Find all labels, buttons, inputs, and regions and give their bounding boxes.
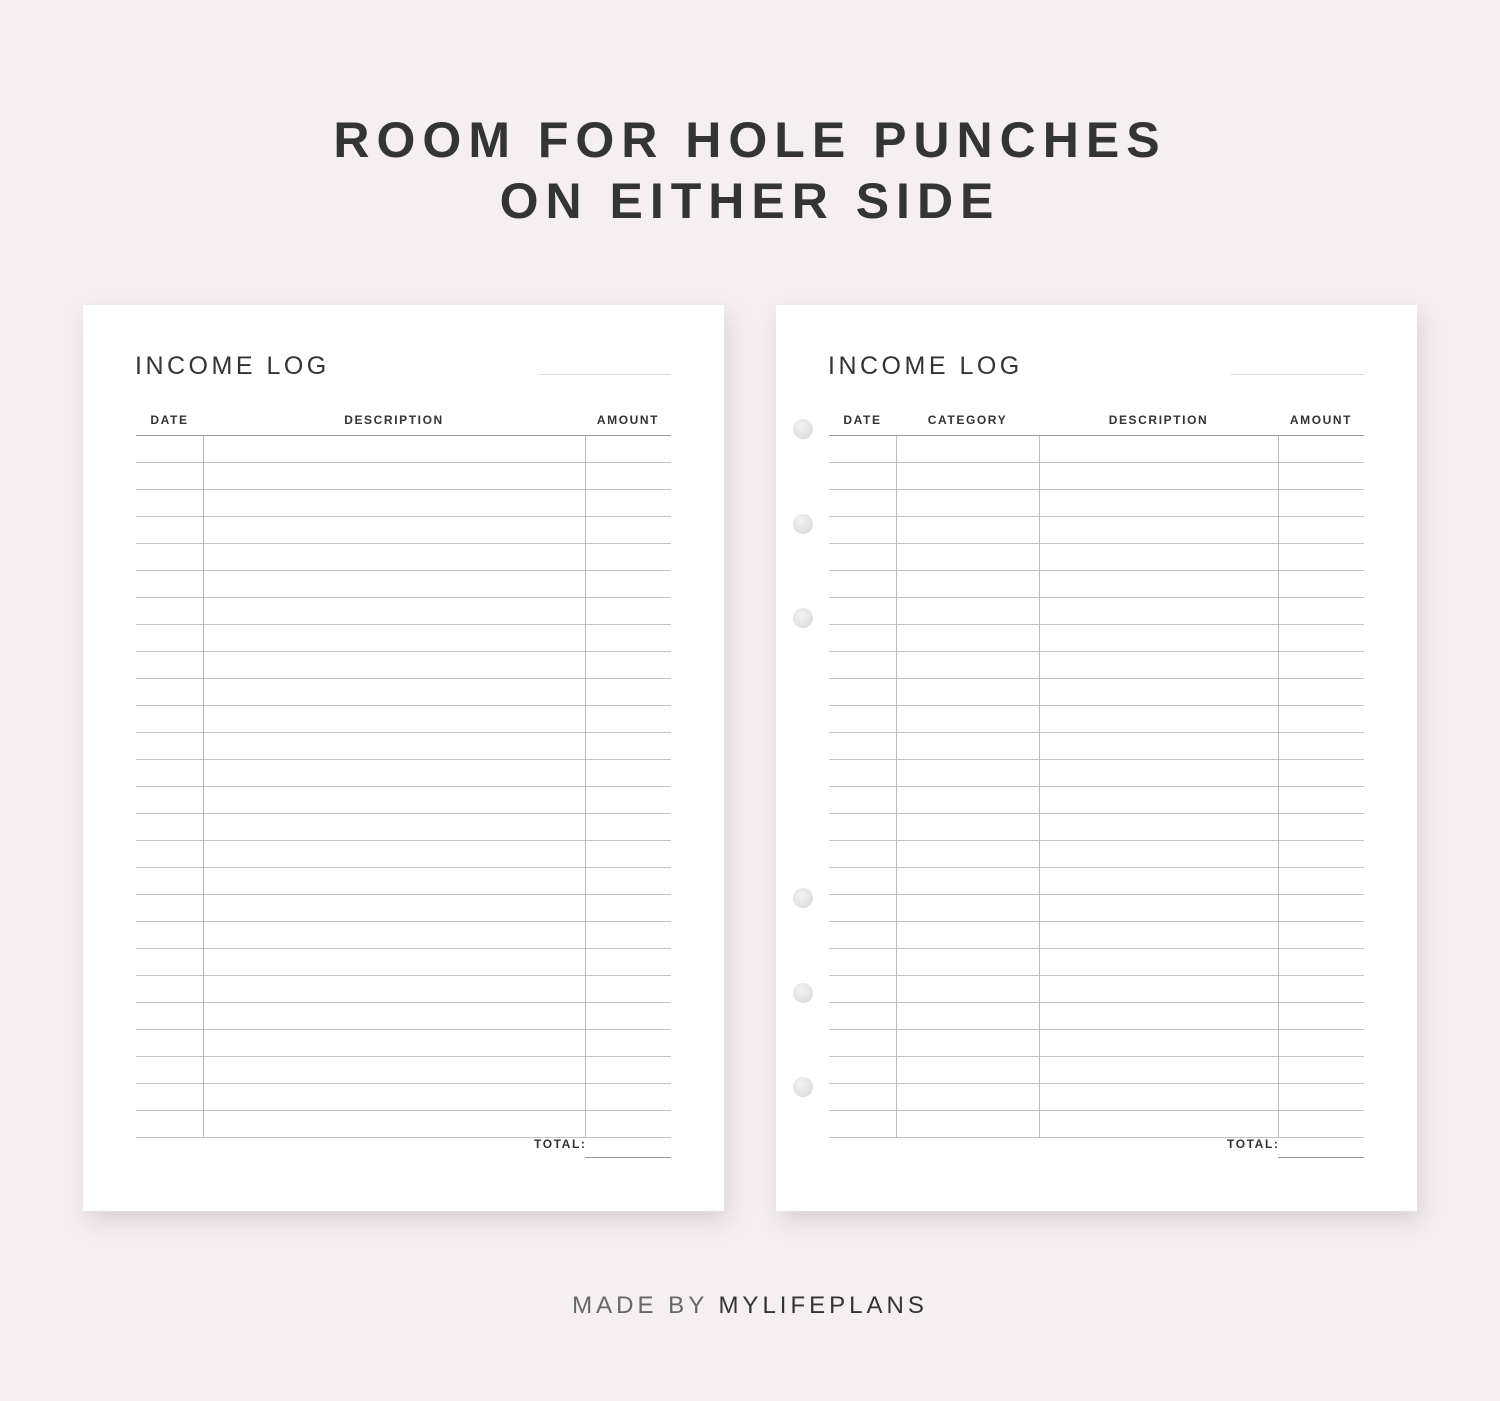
table-row[interactable] bbox=[829, 814, 1364, 841]
income-log-page-right bbox=[776, 305, 1417, 1211]
table-row[interactable] bbox=[136, 463, 671, 490]
total-label: TOTAL: bbox=[1227, 1137, 1280, 1151]
column-header-date: DATE bbox=[150, 413, 189, 427]
table-row[interactable] bbox=[136, 841, 671, 868]
table-row[interactable] bbox=[829, 976, 1364, 1003]
column-header-date: DATE bbox=[843, 413, 882, 427]
table-row[interactable] bbox=[829, 1003, 1364, 1030]
table-row[interactable] bbox=[829, 598, 1364, 625]
punch-hole bbox=[793, 608, 813, 628]
title-underline bbox=[1231, 374, 1364, 375]
table-row[interactable] bbox=[829, 652, 1364, 679]
column-divider bbox=[896, 436, 897, 1138]
column-divider bbox=[1039, 436, 1040, 1138]
column-divider bbox=[585, 436, 586, 1138]
table-row[interactable] bbox=[829, 490, 1364, 517]
footer-prefix: MADE BY bbox=[572, 1292, 708, 1319]
income-table bbox=[829, 410, 1364, 1138]
punch-hole bbox=[793, 888, 813, 908]
title-underline bbox=[538, 374, 671, 375]
table-row[interactable] bbox=[829, 1057, 1364, 1084]
footer-credit bbox=[0, 1292, 1500, 1320]
punch-hole bbox=[793, 419, 813, 439]
column-header-description: DESCRIPTION bbox=[344, 413, 444, 427]
table-row[interactable] bbox=[136, 706, 671, 733]
headline-line-2: ON EITHER SIDE bbox=[499, 173, 1001, 229]
punch-hole bbox=[793, 983, 813, 1003]
table-row[interactable] bbox=[829, 949, 1364, 976]
table-row[interactable] bbox=[136, 652, 671, 679]
table-row[interactable] bbox=[136, 895, 671, 922]
table-row[interactable] bbox=[136, 1111, 671, 1138]
income-log-page-left bbox=[83, 305, 724, 1211]
table-row[interactable] bbox=[136, 490, 671, 517]
table-row[interactable] bbox=[829, 625, 1364, 652]
table-body bbox=[829, 436, 1364, 1138]
table-row[interactable] bbox=[829, 841, 1364, 868]
table-row[interactable] bbox=[829, 544, 1364, 571]
page-title: INCOME LOG bbox=[135, 352, 330, 380]
total-field-line[interactable] bbox=[1278, 1157, 1364, 1158]
table-row[interactable] bbox=[136, 1030, 671, 1057]
table-row[interactable] bbox=[136, 625, 671, 652]
table-row[interactable] bbox=[829, 706, 1364, 733]
punch-hole bbox=[793, 1077, 813, 1097]
table-header bbox=[829, 410, 1364, 436]
table-row[interactable] bbox=[136, 571, 671, 598]
table-row[interactable] bbox=[829, 787, 1364, 814]
footer-brand: MYLIFEPLANS bbox=[718, 1292, 928, 1319]
table-row[interactable] bbox=[829, 733, 1364, 760]
table-row[interactable] bbox=[136, 976, 671, 1003]
table-body bbox=[136, 436, 671, 1138]
headline-line-1: ROOM FOR HOLE PUNCHES bbox=[333, 112, 1167, 168]
income-table bbox=[136, 410, 671, 1138]
table-header bbox=[136, 410, 671, 436]
table-row[interactable] bbox=[829, 1030, 1364, 1057]
table-row[interactable] bbox=[829, 679, 1364, 706]
table-row[interactable] bbox=[136, 1057, 671, 1084]
table-row[interactable] bbox=[136, 949, 671, 976]
table-row[interactable] bbox=[829, 1084, 1364, 1111]
table-row[interactable] bbox=[136, 733, 671, 760]
table-row[interactable] bbox=[136, 517, 671, 544]
table-row[interactable] bbox=[829, 517, 1364, 544]
punch-hole bbox=[793, 514, 813, 534]
table-row[interactable] bbox=[136, 814, 671, 841]
table-row[interactable] bbox=[829, 1111, 1364, 1138]
table-row[interactable] bbox=[136, 1084, 671, 1111]
table-row[interactable] bbox=[136, 679, 671, 706]
table-row[interactable] bbox=[829, 922, 1364, 949]
table-row[interactable] bbox=[829, 895, 1364, 922]
column-divider bbox=[203, 436, 204, 1138]
column-header-description: DESCRIPTION bbox=[1108, 413, 1209, 427]
table-row[interactable] bbox=[136, 922, 671, 949]
total-label: TOTAL: bbox=[534, 1137, 587, 1151]
table-row[interactable] bbox=[136, 787, 671, 814]
total-field-line[interactable] bbox=[585, 1157, 671, 1158]
column-header-category: CATEGORY bbox=[927, 413, 1008, 427]
table-row[interactable] bbox=[829, 463, 1364, 490]
table-row[interactable] bbox=[829, 571, 1364, 598]
table-row[interactable] bbox=[829, 868, 1364, 895]
table-row[interactable] bbox=[136, 544, 671, 571]
column-divider bbox=[1278, 436, 1279, 1138]
column-header-amount: AMOUNT bbox=[596, 413, 660, 427]
table-row[interactable] bbox=[829, 760, 1364, 787]
table-row[interactable] bbox=[829, 436, 1364, 463]
headline bbox=[0, 110, 1500, 232]
column-header-amount: AMOUNT bbox=[1289, 413, 1353, 427]
table-row[interactable] bbox=[136, 868, 671, 895]
table-row[interactable] bbox=[136, 436, 671, 463]
table-row[interactable] bbox=[136, 760, 671, 787]
table-row[interactable] bbox=[136, 598, 671, 625]
page-title: INCOME LOG bbox=[828, 352, 1023, 380]
table-row[interactable] bbox=[136, 1003, 671, 1030]
